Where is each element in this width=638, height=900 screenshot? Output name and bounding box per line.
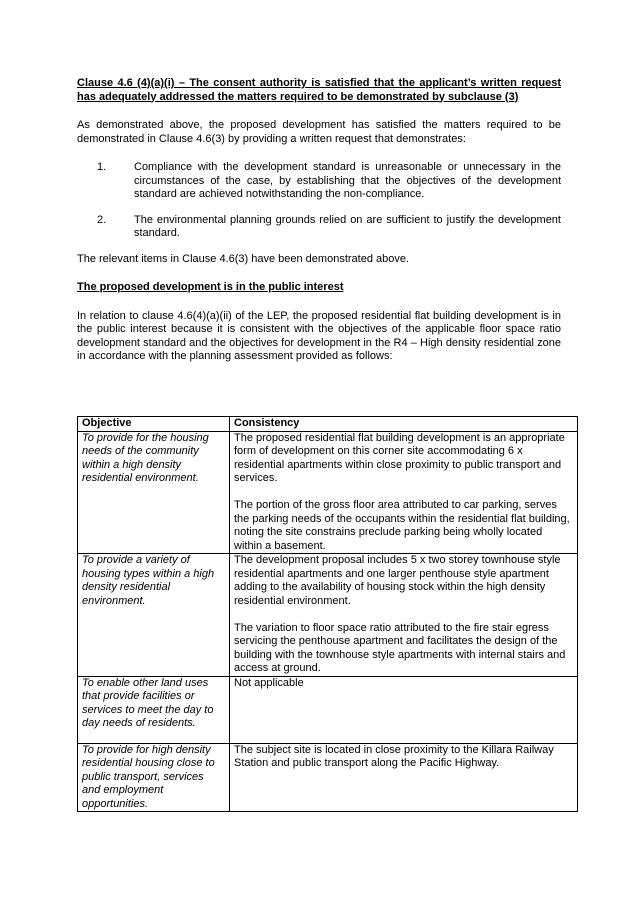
consistency-text: The development proposal includes 5 x two storey townhouse style residential apartments and one larger penthouse style apartment adding to the availability of housing stock within the high density residential environment.: [234, 554, 561, 607]
objectives-table: [77, 416, 578, 812]
consistency-cell: [230, 554, 578, 677]
consistency-header: Consistency: [230, 417, 578, 432]
objective-cell: To provide a variety of housing types within a high density residential environment.: [78, 554, 230, 677]
objective-cell: To provide for high density residential housing close to public transport, services and employment opportunities.: [78, 743, 230, 812]
relevant-paragraph: The relevant items in Clause 4.6(3) have been demonstrated above.: [77, 252, 410, 265]
list-item: [77, 161, 561, 202]
relation-paragraph: In relation to clause 4.6(4)(a)(ii) of the LEP, the proposed residential flat building development is in the public interest because it is consistent with the objectives of the applicable floor space ratio development standard and the objectives for development in the R4 – High density residential zone in accordance with the planning assessment provided as follows:: [77, 309, 561, 362]
objective-header: Objective: [78, 417, 230, 432]
consistency-text: The proposed residential flat building development is an appropriate form of development on this corner site accommodating 6 x residential apartments within close proximity to public transport and services.: [234, 431, 565, 484]
numbered-list: [77, 161, 561, 241]
list-text: Compliance with the development standard is unreasonable or unnecessary in the circumstances of the case, by establishing that the objectives of the development standard are achieved notwithstanding the non-compliance.: [134, 161, 561, 200]
document-body: [77, 77, 561, 364]
table-row: [78, 676, 578, 743]
consistency-text: The portion of the gross floor area attributed to car parking, serves the parking needs of the occupants within the residential flat building, noting the site constrains preclude parking being wholly located within a basement.: [234, 499, 570, 552]
consistency-cell: [230, 431, 578, 554]
clause-heading: Clause 4.6 (4)(a)(i) – The consent authority is satisfied that the applicant’s written request has adequately addressed the matters required to be demonstrated by subclause (3): [77, 77, 561, 103]
list-number: 1.: [97, 161, 107, 173]
list-item: [77, 214, 561, 241]
consistency-cell: [230, 743, 578, 812]
consistency-cell: [230, 676, 578, 743]
consistency-text: The subject site is located in close proximity to the Killara Railway Station and public transport along the Pacific Highway.: [234, 743, 554, 769]
public-interest-heading: The proposed development is in the public interest: [77, 281, 344, 293]
consistency-text: The variation to floor space ratio attributed to the fire stair egress servicing the penthouse apartment and facilitates the design of the building with the townhouse style apartments with internal stairs and access at ground.: [234, 621, 566, 674]
list-number: 2.: [97, 213, 107, 226]
objective-cell: To enable other land uses that provide facilities or services to meet the day to day needs of residents.: [78, 676, 230, 743]
consistency-text: Not applicable: [234, 676, 304, 689]
table-header-row: [78, 417, 578, 432]
table-row: [78, 743, 578, 812]
table-row: [78, 554, 578, 677]
list-text: The environmental planning grounds relied on are sufficient to justify the development standard.: [134, 213, 561, 239]
table-row: [78, 431, 578, 554]
intro-paragraph: As demonstrated above, the proposed development has satisfied the matters required to be demonstrated in Clause 4.6(3) by providing a written request that demonstrates:: [77, 119, 561, 145]
objective-cell: To provide for the housing needs of the community within a high density residential environment.: [78, 431, 230, 554]
